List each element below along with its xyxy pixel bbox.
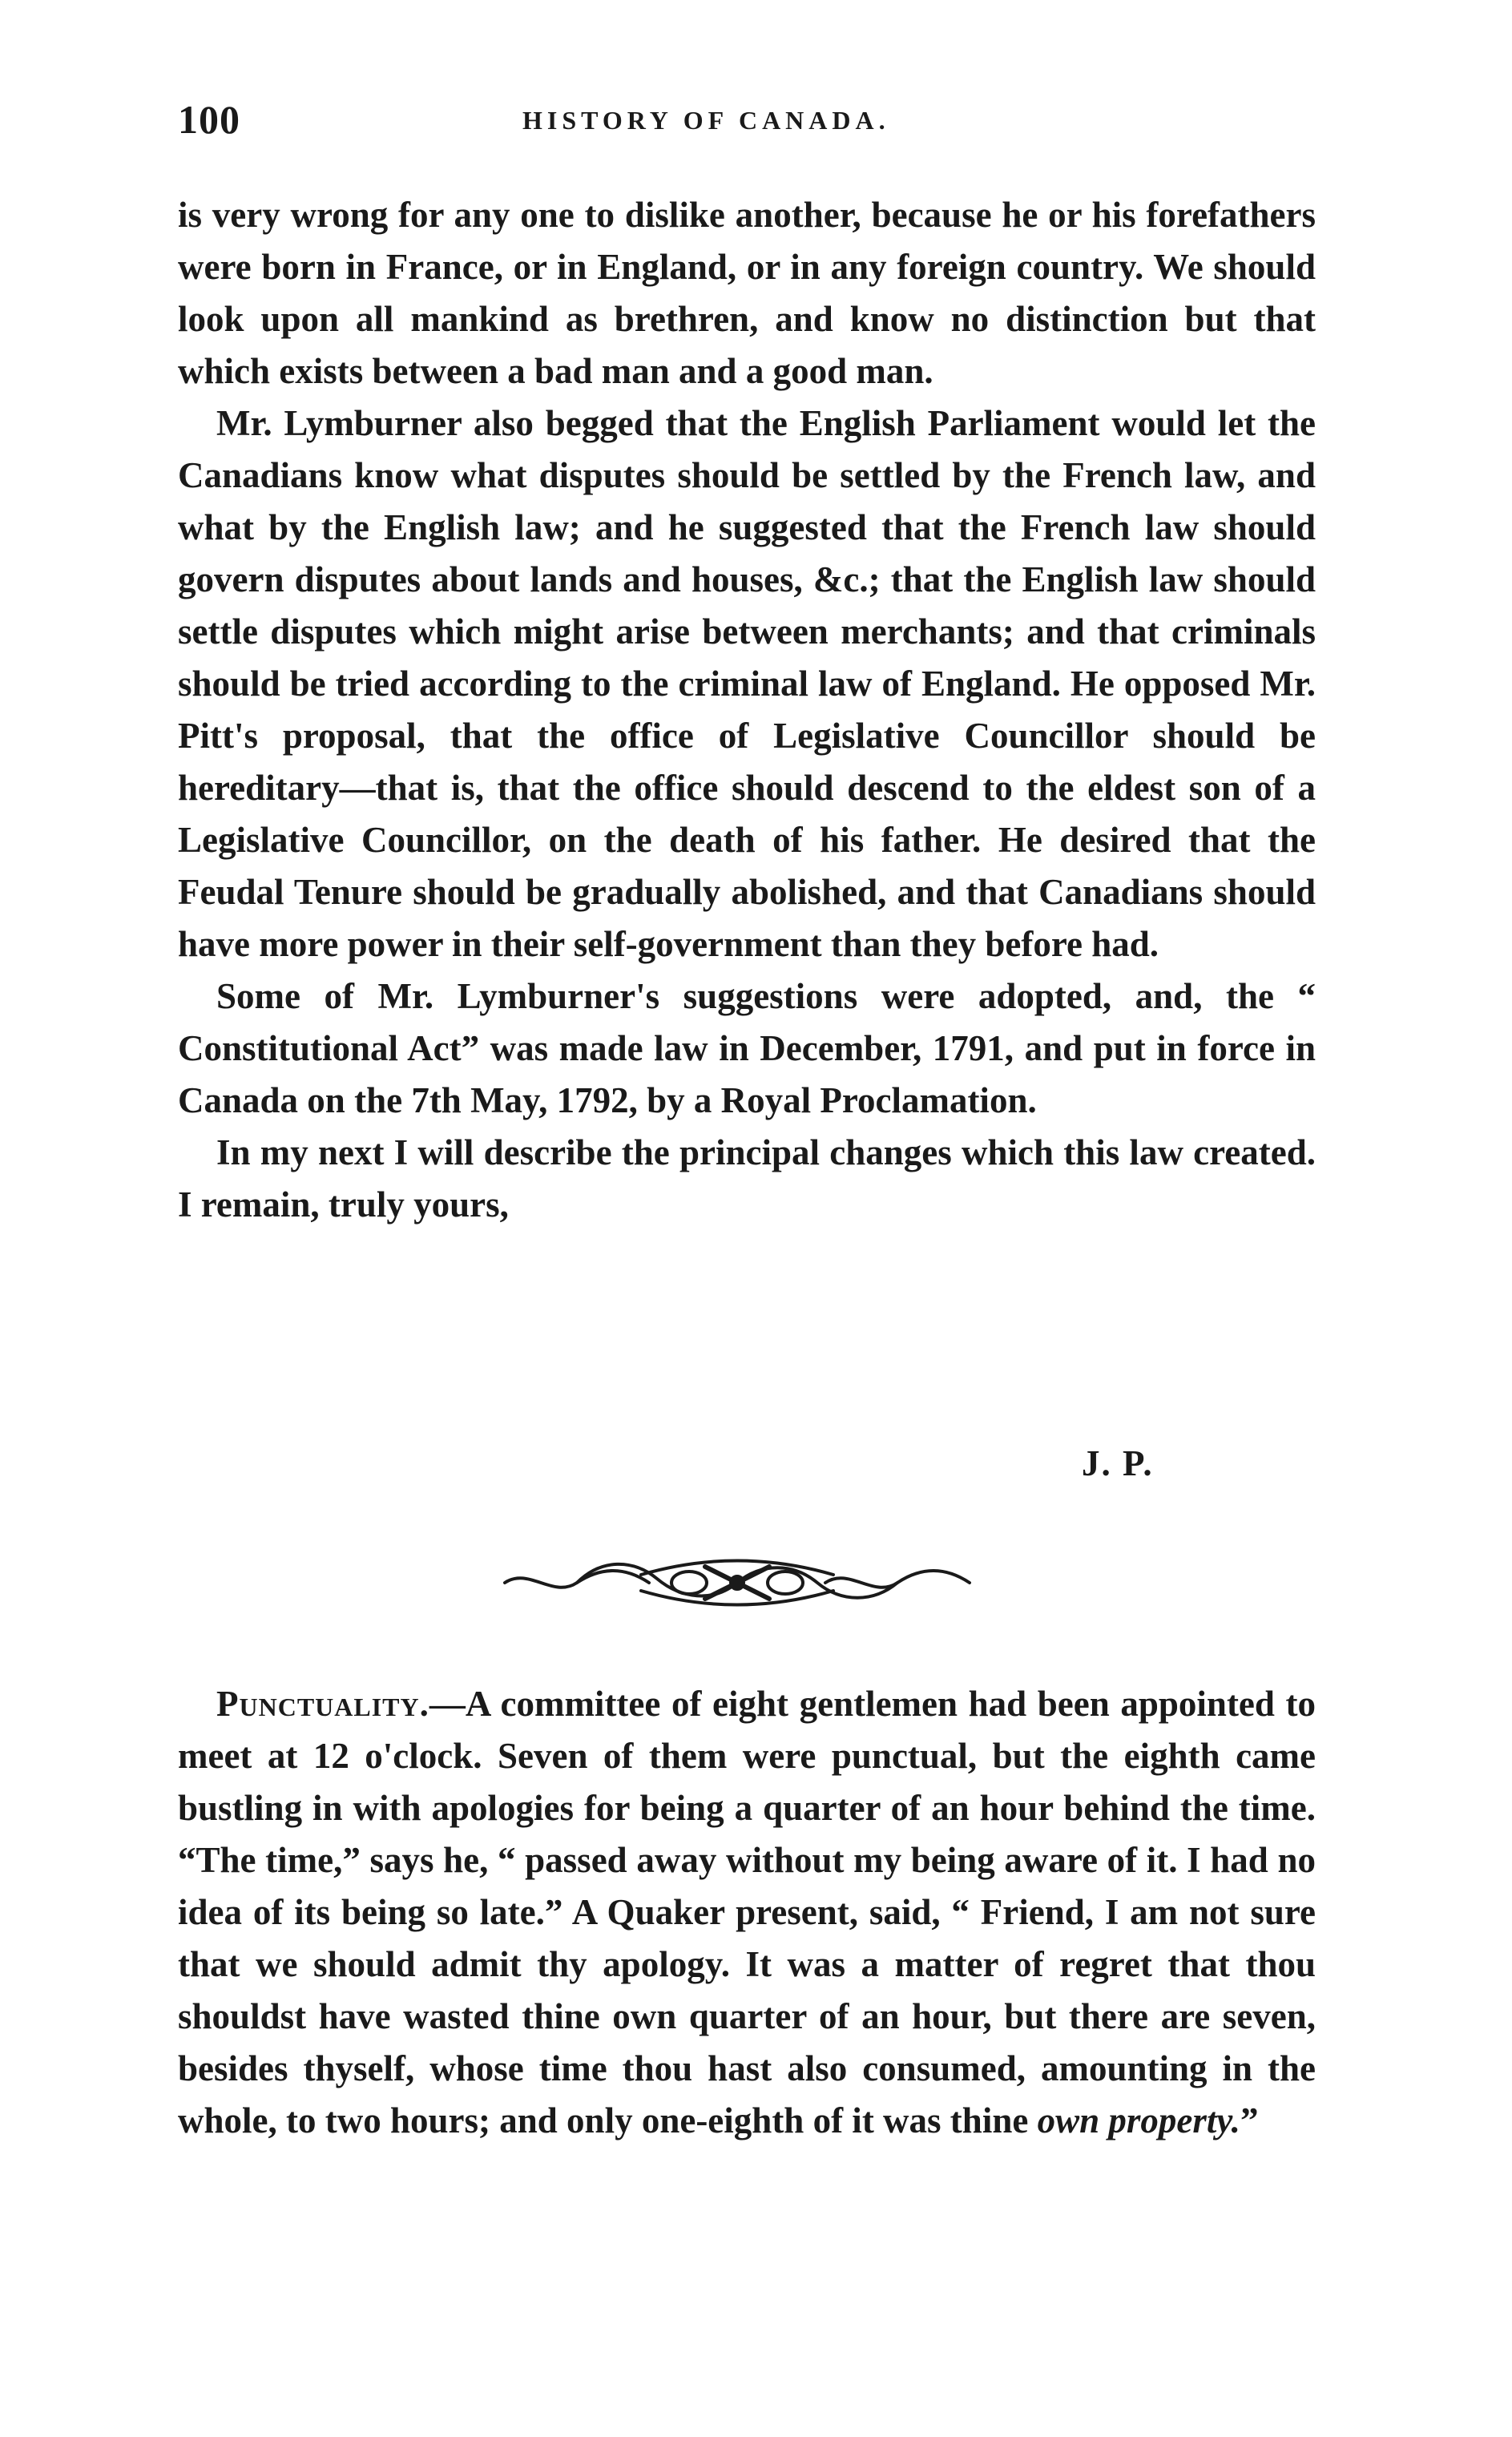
running-head <box>178 96 1316 152</box>
anecdote-italic-phrase: own property. <box>1037 2100 1240 2140</box>
paragraph-lymburner: Mr. Lymburner also begged that the English Parliament would let the Canadians know what disputes should be settled by the French law, and what by the English law; and he suggested that the French law should govern disputes about lands and houses, &c.; that the English law should settle disputes which might arise between merchants; and that criminals should be tried according to the criminal law of England. He opposed Mr. Pitt's proposal, that the office of Legislative Councillor should be hereditary—that is, that the office should descend to the eldest son of a Legislative Councillor, on the death of his father. He desired that the Feudal Tenure should be gradually abolished, and that Canadians should have more power in their self-government than they before had. <box>178 403 1316 964</box>
anecdote-paragraph <box>178 1678 1316 2147</box>
signature-initials: J. P. <box>1082 1443 1154 1483</box>
anecdote-text: —A committee of eight gentlemen had been appointed to meet at 12 o'clock. Seven of them were punctual, but the eighth came bustling in with apologies for being a quarter of an hour behind the time. “The time,” says he, “ passed away without my being aware of it. I had no idea of its being so late.” A Quaker present, said, “ Friend, I am not sure that we should admit thy apology. It was a matter of regret that thou shouldst have wasted thine own quarter of an hour, but there are seven, besides thyself, whose time thou hast also consumed, amounting in the whole, to two hours; and only one-eighth of it was thine <box>178 1684 1316 2140</box>
anecdote-punctuality <box>178 1678 1316 2147</box>
paragraph-constitutional-act: Some of Mr. Lymburner's suggestions were adopted, and, the “ Constitutional Act” was made law in December, 1791, and put in force in Canada on the 7th May, 1792, by a Royal Proclamation. <box>178 976 1316 1120</box>
running-title: HISTORY OF CANADA. <box>522 106 890 135</box>
paragraph-closing: In my next I will describe the principal changes which this law created. I remain, truly yours, <box>178 1132 1316 1225</box>
letter-body <box>178 189 1316 1231</box>
anecdote-closing-quote: ” <box>1240 2100 1259 2140</box>
page-number: 100 <box>178 97 240 142</box>
ornament-divider-icon <box>497 1543 978 1623</box>
paragraph-continuation: is very wrong for any one to dislike another, because he or his forefathers were born in France, or in England, or in any foreign country. We should look upon all mankind as brethren, and know no distinction but that which exists between a bad man and a good man. <box>178 195 1316 391</box>
anecdote-heading: Punctuality. <box>216 1684 429 1724</box>
